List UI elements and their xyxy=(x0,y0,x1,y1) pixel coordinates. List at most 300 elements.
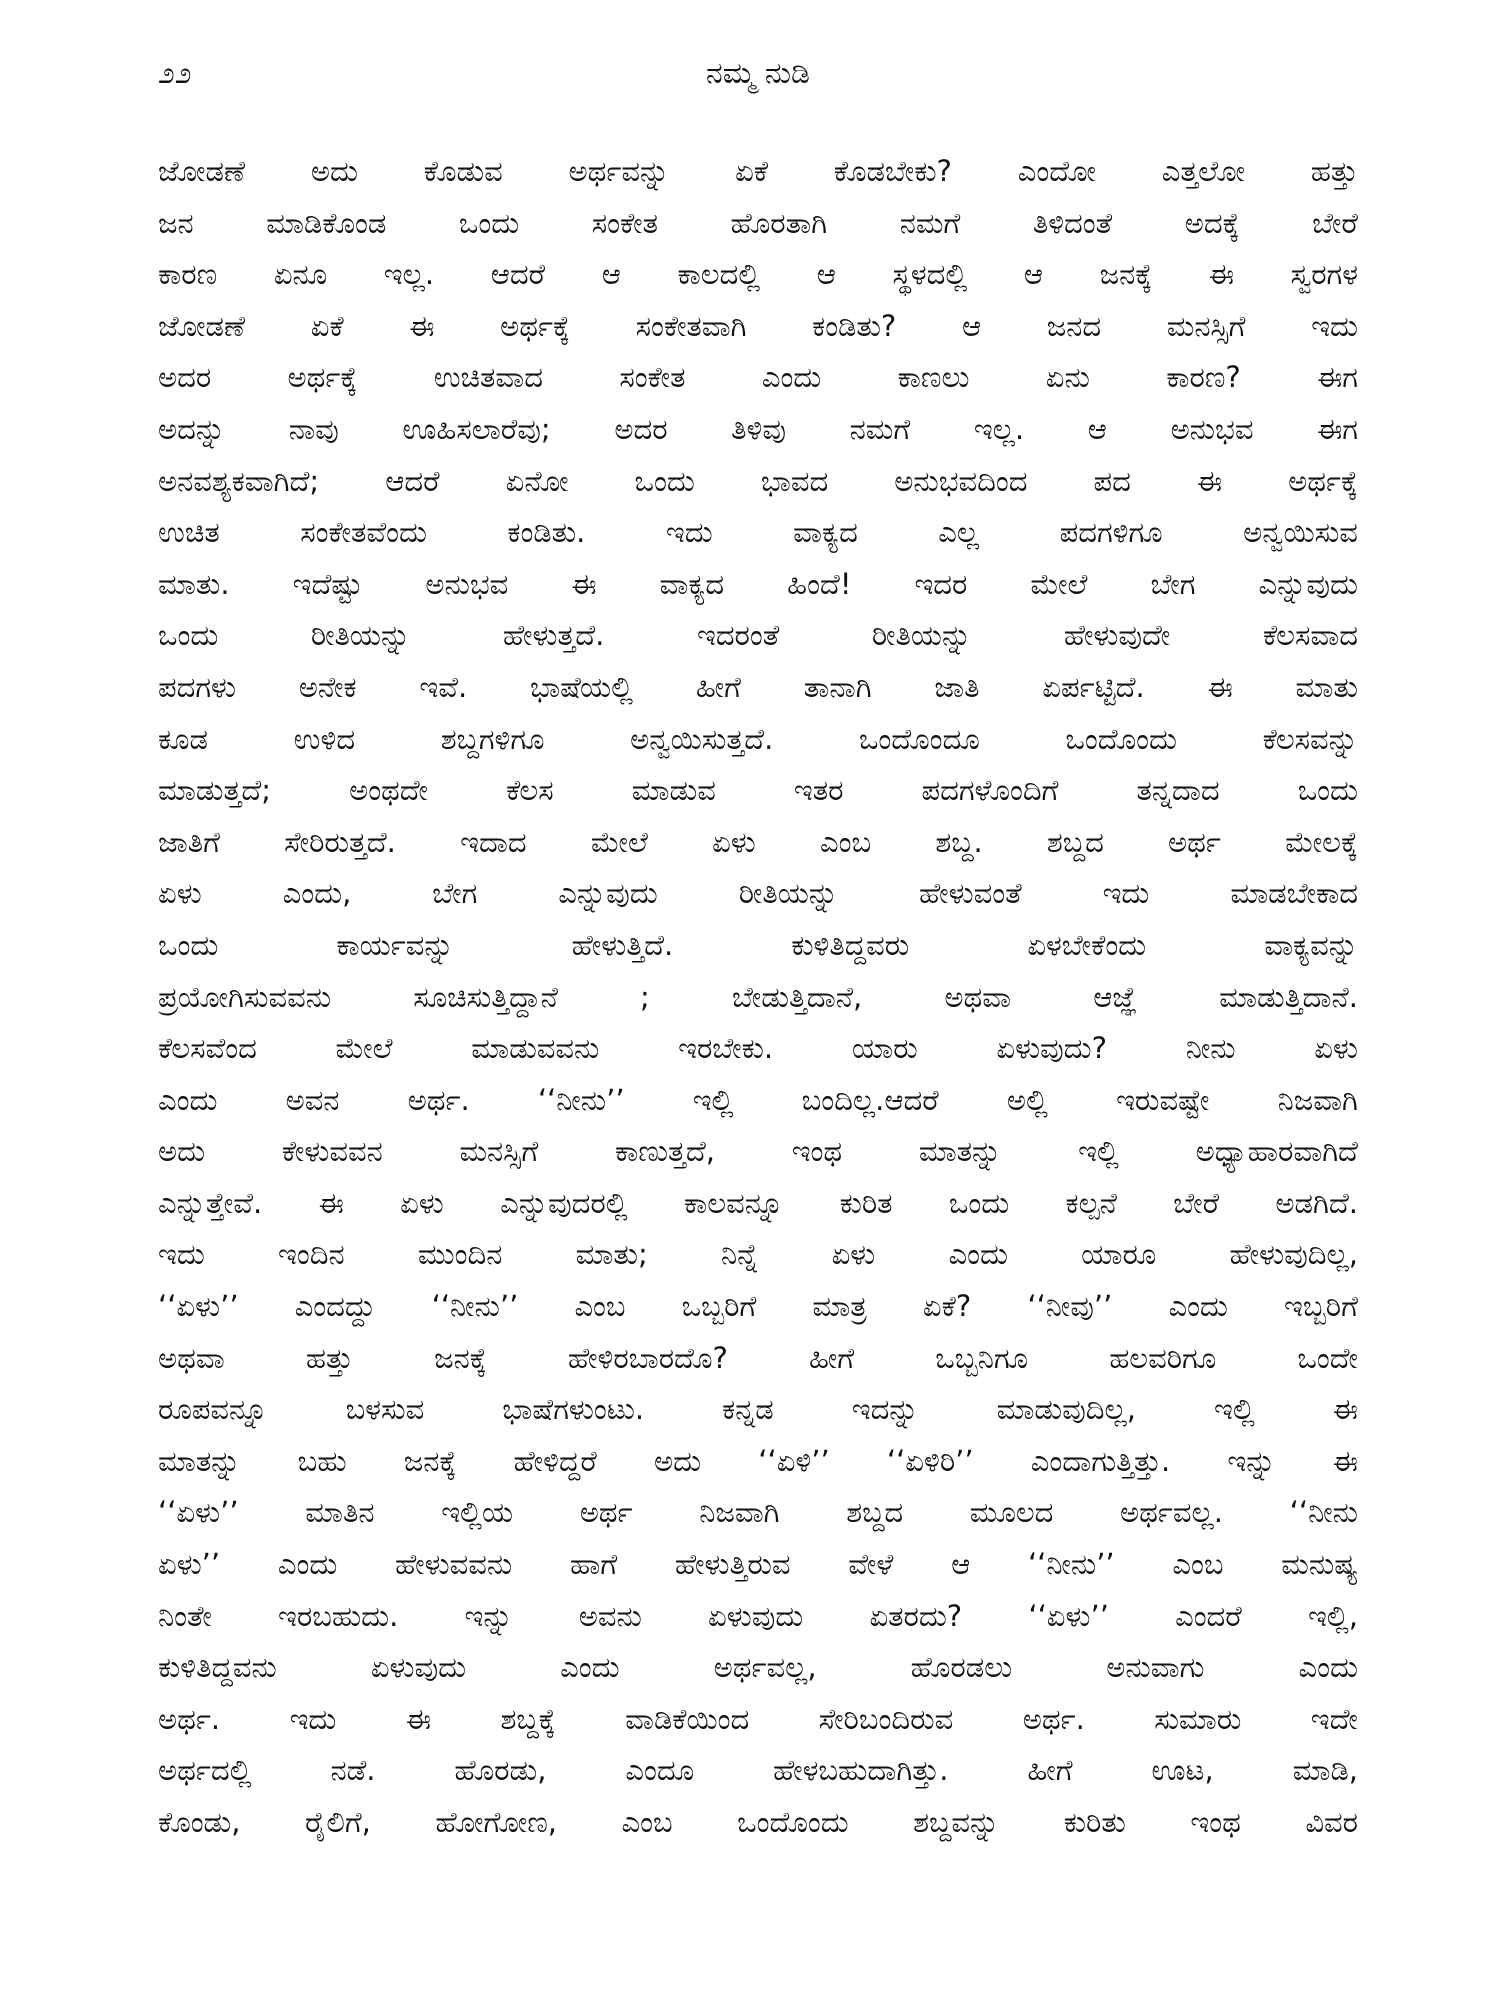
text-word: ಸಂಕೇತ xyxy=(591,205,658,240)
text-line xyxy=(158,1079,1358,1122)
text-word: ಹೇಳುತ್ತಿದೆ. xyxy=(571,927,674,962)
text-line xyxy=(158,614,1358,657)
text-word: ತಿಳಿದಂತೆ xyxy=(1032,205,1113,240)
text-word: ಅನ್ವಯಿಸುವ xyxy=(1243,515,1358,550)
text-word: ಜೋಡಣೆ xyxy=(158,154,246,188)
text-word: ಆಜ್ಞೆ xyxy=(1093,979,1138,1014)
text-word: ಅನ್ವಯಿಸುತ್ತದೆ. xyxy=(630,721,774,756)
text-word: ಕಾಲವನ್ನೂ xyxy=(684,1185,784,1220)
text-line xyxy=(158,976,1358,1019)
text-word: ಇನ್ನು xyxy=(464,1598,513,1633)
text-word: ಇದೇ xyxy=(1310,1701,1358,1736)
text-word: ಕುಳಿತಿದ್ದವರು xyxy=(791,927,910,962)
text-word: ಏನು xyxy=(1045,360,1090,395)
text-word: ಅಥವಾ xyxy=(158,1340,225,1375)
text-word: ಅಧ್ಯಾಹಾರವಾಗಿದೆ xyxy=(1195,1134,1358,1169)
text-word: ಅರ್ಥ xyxy=(1168,824,1221,859)
text-word: ಹಲವರಿಗೂ xyxy=(1109,1340,1217,1375)
text-word: ಬೇರೆ xyxy=(1312,205,1358,240)
text-word: ಮಾಡುವ xyxy=(631,773,716,808)
text-word: ಎಂಬ xyxy=(621,1805,673,1839)
text-word: ಹೇಳುತ್ತದೆ. xyxy=(502,618,605,653)
text-word: ಏಕೆ xyxy=(735,154,768,188)
text-line xyxy=(158,1749,1358,1792)
text-word: ಮಾಡುವುದಿಲ್ಲ, xyxy=(996,1392,1136,1427)
text-word: ಅರ್ಥಕ್ಕೆ xyxy=(1288,463,1358,498)
running-title: ನಮ್ಮ ನುಡಿ xyxy=(706,56,810,91)
text-word: ಇಂಥ xyxy=(791,1134,843,1169)
text-word: ಅನುಭವ xyxy=(425,566,509,601)
text-word: ಕೆಲಸವನ್ನು xyxy=(1262,721,1358,756)
text-word: ಅರ್ಥದಲ್ಲಿ xyxy=(158,1753,252,1788)
text-word: ಊಟ, xyxy=(1151,1753,1214,1788)
text-word: ಶಬ್ದವನ್ನು xyxy=(913,1805,1000,1839)
text-word: ಸಂಕೇತವಾಗಿ xyxy=(635,308,747,343)
text-word: ಇಬ್ಬರಿಗೆ xyxy=(1284,1289,1358,1324)
text-word: ಅನುಭವದಿಂದ xyxy=(894,463,1028,498)
text-word: ಸೇರಿಬಂದಿರುವ xyxy=(818,1701,954,1736)
text-word: ಆ xyxy=(961,308,982,343)
text-word: ಆ xyxy=(1023,257,1044,292)
text-word: ಸುಮಾರು xyxy=(1154,1701,1242,1736)
text-word: ಮಾಡಿ, xyxy=(1292,1753,1358,1788)
text-word: ವಾಡಿಕೆಯಿಂದ xyxy=(625,1701,750,1736)
text-word: ಒಂದೇ xyxy=(1297,1340,1358,1375)
text-word: ಹೇಳುವಂತೆ xyxy=(919,876,1022,911)
text-word: ಎಂದು xyxy=(560,1650,620,1685)
text-word: ‘‘ಏಳಿರಿ’’ xyxy=(886,1443,974,1478)
text-word: ಒಂದು xyxy=(948,1185,1010,1220)
text-word: ಅರ್ಥ. xyxy=(407,1082,470,1117)
text-line xyxy=(158,1440,1358,1483)
text-word: ಅದು xyxy=(310,154,358,188)
text-word: ಶಬ್ದ. xyxy=(935,824,983,859)
text-word: ನಮಗೆ xyxy=(849,411,911,446)
text-word: ಅದನ್ನು xyxy=(158,411,226,446)
text-word: ಇದರ xyxy=(914,566,968,601)
text-word: ಎನ್ನುವುದರಲ್ಲಿ xyxy=(500,1185,628,1220)
text-line xyxy=(158,1285,1358,1328)
text-word: ಮಾತು; xyxy=(575,1237,648,1272)
text-word: ನಿಜವಾಗಿ xyxy=(1277,1082,1358,1117)
text-word: ಮಾಡಬೇಕಾದ xyxy=(1230,876,1358,911)
text-line xyxy=(158,1388,1358,1431)
text-word: ಅದರ xyxy=(614,411,668,446)
text-line xyxy=(158,769,1358,812)
text-word: ‘‘ನೀನು xyxy=(1289,1495,1358,1530)
text-word: ಅನುಭವ xyxy=(1170,411,1254,446)
text-word: ಒಂದು xyxy=(158,927,219,962)
text-word: ಅರ್ಥವಲ್ಲ, xyxy=(713,1650,817,1685)
text-word: ಜನದ xyxy=(1046,308,1102,343)
text-line xyxy=(158,666,1358,709)
text-word: ಮಾತು. xyxy=(158,566,230,601)
text-word: ಹೊರತಾಗಿ xyxy=(730,205,828,240)
text-word: ಜನಕ್ಕೆ xyxy=(1099,257,1153,292)
text-word: ಇಂಥ xyxy=(1190,1805,1241,1839)
text-word: ನೀನು xyxy=(1185,1031,1236,1066)
text-line xyxy=(158,1182,1358,1225)
text-word: ಉಚಿತ xyxy=(158,515,220,550)
text-word: ಹಾಗೆ xyxy=(569,1547,618,1582)
text-word: ಮಾಡಿಕೊಂಡ xyxy=(266,205,387,240)
text-word: ಇರುವಷ್ಟೇ xyxy=(1116,1082,1210,1117)
text-word: ಒಬ್ಬರಿಗೆ xyxy=(681,1289,757,1324)
text-word: ಹೀಗೆ xyxy=(1027,1753,1073,1788)
text-word: ಕೊಡಬೇಕು? xyxy=(833,154,952,188)
text-line xyxy=(158,460,1358,503)
text-word: ಹೇಳಿದ್ದರೆ xyxy=(513,1443,597,1478)
text-word: ನಮಗೆ xyxy=(899,205,961,240)
text-line xyxy=(158,1595,1358,1638)
text-word: ಒಂದು xyxy=(158,618,219,653)
text-word: ಅವನ xyxy=(285,1082,340,1117)
page-number: ೨೨ xyxy=(158,56,192,91)
text-line xyxy=(158,1233,1358,1276)
text-word: ಮಾತನ್ನು xyxy=(158,1443,241,1478)
text-word: ಒಂದು xyxy=(634,463,695,498)
text-word: ಕೂಡ xyxy=(158,721,209,756)
text-word: ‘‘ಏಳಿ’’ xyxy=(758,1443,830,1478)
text-word: ಬಂದಿಲ್ಲ.ಆದರೆ xyxy=(801,1082,939,1117)
text-word: ತಿಳಿವು xyxy=(731,411,786,446)
text-word: ಕಂಡಿತು? xyxy=(812,308,897,343)
text-word: ಇಲ್ಲ. xyxy=(383,257,435,292)
text-word: ಕೊಡುವ xyxy=(423,154,503,188)
text-word: ಏನೋ xyxy=(505,463,569,498)
text-word: ಅಥವಾ xyxy=(944,979,1012,1014)
text-word: ಈ xyxy=(1332,1392,1358,1427)
text-word: ಆ xyxy=(1087,411,1107,446)
text-word: ಕಾಣುತ್ತದೆ, xyxy=(614,1134,715,1169)
text-word: ಅಡಗಿದೆ. xyxy=(1275,1185,1358,1220)
text-word: ಅದಕ್ಕೆ xyxy=(1184,205,1240,240)
text-word: ಈ xyxy=(571,566,597,601)
text-word: ಅದರ xyxy=(158,360,212,395)
text-word: ಏಳು’’ xyxy=(158,1547,221,1582)
text-word: ಎಂದು xyxy=(277,1547,338,1582)
text-word: ಹೀಗೆ xyxy=(695,669,741,704)
text-word: ಮುಂದಿನ xyxy=(417,1237,503,1272)
text-word: ರೀತಿಯನ್ನು xyxy=(738,876,839,911)
text-word: ನಿನ್ನೆ xyxy=(721,1237,759,1272)
text-word: ಜನಕ್ಕೆ xyxy=(434,1340,487,1375)
text-word: ಮನುಷ್ಯ xyxy=(1281,1547,1358,1582)
text-word: ಇದು xyxy=(665,515,713,550)
text-word: ಹೊರಡಲು xyxy=(910,1650,1013,1685)
text-line xyxy=(158,150,1358,193)
text-word: ಶಬ್ದದ xyxy=(1046,824,1104,859)
text-word: ಹೇಳುವುದೇ xyxy=(1063,618,1171,653)
text-line xyxy=(158,872,1358,915)
text-line xyxy=(158,202,1358,245)
text-word: ಉಚಿತವಾದ xyxy=(433,360,543,395)
text-word: ಏಕೆ xyxy=(310,308,344,343)
text-word: ಏಳು xyxy=(831,1237,876,1272)
text-word: ಇಲ್ಲಿ, xyxy=(1307,1598,1358,1633)
text-word: ಭಾಷೆಯಲ್ಲಿ xyxy=(530,669,634,704)
text-line xyxy=(158,1491,1358,1534)
text-word: ಕೆಲಸವಾದ xyxy=(1262,618,1358,653)
text-word: ಯಾರೂ xyxy=(1081,1237,1157,1272)
text-word: ಹೇಳುತ್ತಿರುವ xyxy=(674,1547,791,1582)
text-word: ಕುರಿತು xyxy=(1063,1805,1126,1839)
text-word: ಇದು xyxy=(1102,876,1150,911)
text-word: ಹೇಳಿರಬಾರದೊ? xyxy=(567,1340,728,1375)
text-word: ಕನ್ನಡ xyxy=(722,1392,774,1427)
text-word: ಆದರೆ xyxy=(490,257,546,292)
text-word: ‘‘ಏಳು’’ xyxy=(1028,1598,1109,1633)
text-word: ಬೇಗ xyxy=(1150,566,1196,601)
text-word: ರೀತಿಯನ್ನು xyxy=(310,618,411,653)
text-word: ಅಲ್ಲಿ xyxy=(1006,1082,1048,1117)
text-word: ‘‘ಏಳು’’ xyxy=(158,1289,239,1324)
text-word: ಎಂದು xyxy=(1168,1289,1228,1324)
text-word: ಹೇಳುವವನು xyxy=(395,1547,513,1582)
text-word: ಬೇಡುತ್ತಿದಾನೆ, xyxy=(731,979,863,1014)
text-line xyxy=(158,563,1358,606)
text-word: ಎತ್ತಲೋ xyxy=(1161,154,1245,188)
text-word: ತನ್ನದಾದ xyxy=(1136,773,1220,808)
text-word: ಜಾತಿ xyxy=(934,669,980,704)
text-word: ಏಳು xyxy=(712,824,756,859)
text-line xyxy=(158,1027,1358,1070)
text-word: ಸ್ಥಳದಲ್ಲಿ xyxy=(892,257,968,292)
text-word: ಒಂದು xyxy=(1297,773,1358,808)
text-word: ಪದ xyxy=(1093,463,1131,498)
text-word: ನಿಜವಾಗಿ xyxy=(699,1495,780,1530)
text-word: ಕಲ್ಪನೆ xyxy=(1065,1185,1117,1220)
text-word: ಈ xyxy=(1207,669,1233,704)
text-line xyxy=(158,718,1358,761)
text-line xyxy=(158,924,1358,967)
text-word: ಏಳು xyxy=(400,1185,444,1220)
text-word: ವಾಕ್ಯವನ್ನು xyxy=(1264,927,1358,962)
text-word: ಅನೇಕ xyxy=(298,669,357,704)
text-word: ಅರ್ಥವಲ್ಲ. xyxy=(1120,1495,1223,1530)
text-word: ಮಾತ್ರ xyxy=(812,1289,867,1324)
text-word: ಇಂದಿನ xyxy=(278,1237,345,1272)
text-word: ಆದರೆ xyxy=(385,463,440,498)
text-word: ರೀತಿಯನ್ನು xyxy=(871,618,972,653)
text-word: ತಾನಾಗಿ xyxy=(803,669,872,704)
text-word: ಶಬ್ದಕ್ಕೆ xyxy=(500,1701,556,1736)
text-word: ರೈಲಿಗೆ, xyxy=(304,1805,371,1839)
text-word: ಇದೆಷ್ಟು xyxy=(292,566,363,601)
text-word: ಕಂಡಿತು. xyxy=(507,515,586,550)
text-line xyxy=(158,408,1358,451)
text-word: ಪದಗಳು xyxy=(158,669,236,704)
text-word: ಸಂಕೇತ xyxy=(619,360,686,395)
text-word: ಆ xyxy=(601,257,621,292)
text-word: ಕಾಲದಲ್ಲಿ xyxy=(677,257,761,292)
text-word: ಮಾಡುತ್ತಿದಾನೆ. xyxy=(1219,979,1358,1014)
text-word: ಅರ್ಥ. xyxy=(158,1701,221,1736)
page-header xyxy=(158,54,1358,94)
text-word: ಮಾತು xyxy=(1295,669,1358,704)
text-word: ಎಂಬ xyxy=(1172,1547,1224,1582)
text-word: ಕೆಲಸ xyxy=(506,773,554,808)
text-word: ಅರ್ಥ. xyxy=(1022,1701,1085,1736)
text-word: ಮೇಲೆ xyxy=(1030,566,1088,601)
text-word: ಆ xyxy=(951,1547,971,1582)
text-word: ಪದಗಳೊಂದಿಗೆ xyxy=(921,773,1059,808)
text-word: ಎಂಬ xyxy=(574,1289,626,1324)
text-line xyxy=(158,1646,1358,1689)
text-word: ನಾವು xyxy=(288,411,339,446)
text-word: ಏಳು xyxy=(158,876,202,911)
text-word: ಶಬ್ದದ xyxy=(846,1495,904,1530)
text-word: ಎನ್ನುತ್ತೇವೆ. xyxy=(158,1185,263,1220)
text-word: ಜನ xyxy=(158,205,194,240)
text-word: ಏತರದು? xyxy=(869,1598,963,1633)
text-word: ಈಗ xyxy=(1317,411,1358,446)
text-word: ಎಂದರೆ xyxy=(1175,1598,1242,1633)
text-word: ಹಿಂದೆ! xyxy=(787,566,852,601)
text-word: ಎಂದೂ xyxy=(625,1753,695,1788)
text-word: ಆ xyxy=(816,257,836,292)
text-line xyxy=(158,511,1358,554)
text-word: ಅನುವಾಗು xyxy=(1106,1650,1205,1685)
text-word: ಎಂದಾಗುತ್ತಿತ್ತು. xyxy=(1030,1443,1171,1478)
text-word: ಭಾವದ xyxy=(760,463,829,498)
text-word: ಹೊರಡು, xyxy=(454,1753,547,1788)
text-line xyxy=(158,1698,1358,1741)
text-word: ಹೇಳುವುದಿಲ್ಲ, xyxy=(1229,1237,1358,1272)
text-word: ಅರ್ಥಕ್ಕೆ xyxy=(500,308,570,343)
text-word: ಇದು xyxy=(1311,308,1358,343)
text-word: ಒಂದೊಂದು xyxy=(737,1805,849,1839)
text-word: ಎನ್ನುವುದು xyxy=(1258,566,1358,601)
text-word: ಈ xyxy=(1196,463,1223,498)
text-word: ಇದಾದ xyxy=(460,824,527,859)
text-word: ಅನವಶ್ಯಕವಾಗಿದೆ; xyxy=(158,463,320,498)
text-line xyxy=(158,821,1358,864)
text-word: ಹೀಗೆ xyxy=(809,1340,855,1375)
text-word: ಕುಳಿತಿದ್ದವನು xyxy=(158,1650,277,1685)
text-word: ರೂಪವನ್ನೂ xyxy=(158,1392,268,1427)
text-word: ಬೇರೆ xyxy=(1173,1185,1220,1220)
text-word: ಇದು xyxy=(158,1237,205,1272)
text-word: ಊಹಿಸಲಾರೆವು; xyxy=(402,411,551,446)
text-word: ಪದಗಳಿಗೂ xyxy=(1059,515,1163,550)
text-word: ಕಾಣಲು xyxy=(897,360,970,395)
text-word: ಹತ್ತು xyxy=(1310,154,1358,188)
text-word: ಈ xyxy=(318,1185,344,1220)
text-word: ಮಾಡುತ್ತದೆ; xyxy=(158,773,272,808)
text-word: ಅರ್ಥಕ್ಕೆ xyxy=(287,360,358,395)
text-word: ಈ xyxy=(405,1701,432,1736)
text-word: ಎಂಬ xyxy=(820,824,872,859)
text-word: ಸಂಕೇತವೆಂದು xyxy=(300,515,427,550)
text-word: ಏಳು xyxy=(1314,1031,1358,1066)
text-word: ಅಂಥದೇ xyxy=(349,773,429,808)
text-word: ‘‘ನೀನು’’ xyxy=(431,1289,519,1324)
text-word: ನಿಂತೇ xyxy=(158,1598,212,1633)
text-word: ಬಹು xyxy=(297,1443,347,1478)
text-word: ಇಲ್ಲಿ xyxy=(1078,1134,1119,1169)
text-word: ಈ xyxy=(1208,257,1235,292)
text-word: ಮನಸ್ಸಿಗೆ xyxy=(459,1134,539,1169)
text-word: ಹತ್ತು xyxy=(305,1340,354,1375)
text-word: ಮೂಲದ xyxy=(969,1495,1054,1530)
text-line xyxy=(158,1337,1358,1380)
text-word: ಅದು xyxy=(158,1134,206,1169)
text-word: ಇರಬಹುದು. xyxy=(278,1598,399,1633)
text-word: ಅರ್ಥ xyxy=(579,1495,633,1530)
text-word: ಬಳಸುವ xyxy=(345,1392,425,1427)
text-word: ಅರ್ಥವನ್ನು xyxy=(568,154,670,188)
text-line xyxy=(158,305,1358,348)
text-word: ನಡೆ. xyxy=(330,1753,376,1788)
text-word: ಈ xyxy=(1332,1443,1358,1478)
text-word: ಸೇರಿರುತ್ತದೆ. xyxy=(284,824,396,859)
text-word: ಈ xyxy=(409,308,435,343)
text-word: ವೇಳೆ xyxy=(848,1547,894,1582)
text-word: ಮನಸ್ಸಿಗೆ xyxy=(1166,308,1246,343)
text-word: ಹೇಳಬಹುದಾಗಿತ್ತು. xyxy=(773,1753,949,1788)
text-word: ‘‘ನೀವು’’ xyxy=(1027,1289,1113,1324)
text-word: ಮೇಲಕ್ಕೆ xyxy=(1285,824,1358,859)
text-word: ಕೇಳುವವನ xyxy=(281,1134,383,1169)
text-word: ಏಳಬೇಕೆಂದು xyxy=(1027,927,1147,962)
text-line xyxy=(158,253,1358,296)
text-word: ವಿವರ xyxy=(1305,1805,1358,1839)
text-word: ‘‘ಏಳು’’ xyxy=(158,1495,239,1530)
text-line xyxy=(158,1801,1358,1844)
text-word: ಶಬ್ದಗಳಿಗೂ xyxy=(440,721,545,756)
text-word: ಎಲ್ಲ xyxy=(938,515,980,550)
text-word: ಯಾರು xyxy=(851,1031,918,1066)
text-word: ಎಂದದ್ದು xyxy=(294,1289,376,1324)
text-word: ಎಂದು, xyxy=(282,876,352,911)
text-word: ಕುರಿತ xyxy=(839,1185,893,1220)
text-line xyxy=(158,356,1358,399)
text-word: ಕೆಲಸವೆಂದ xyxy=(158,1031,257,1066)
text-word: ; xyxy=(640,979,650,1014)
text-word: ಏನೂ xyxy=(273,257,328,292)
text-line xyxy=(158,1543,1358,1586)
text-word: ವಾಕ್ಯದ xyxy=(793,515,858,550)
text-word: ಎಂದು xyxy=(1298,1650,1358,1685)
text-word: ಮಾತಿನ xyxy=(305,1495,375,1530)
text-word: ಉಳಿದ xyxy=(293,721,356,756)
text-word: ಕಾರಣ? xyxy=(1166,360,1241,395)
text-word: ‘‘ನೀನು’’ xyxy=(1027,1547,1115,1582)
text-word: ವಾಕ್ಯದ xyxy=(659,566,725,601)
text-word: ಇನ್ನು xyxy=(1227,1443,1276,1478)
text-word: ಏರ್ಪಟ್ಟಿದೆ. xyxy=(1042,669,1145,704)
text-word: ಇಲ್ಲಿ xyxy=(692,1082,734,1117)
text-word: ಹೋಗೋಣ, xyxy=(435,1805,557,1839)
text-word: ಎಂದು xyxy=(158,1082,218,1117)
text-word: ಮಾತನ್ನು xyxy=(918,1134,1002,1169)
body-text xyxy=(158,150,1358,1853)
text-word: ಇಲ್ಲಿಯ xyxy=(441,1495,514,1530)
text-word: ಸ್ವರಗಳ xyxy=(1290,257,1358,292)
text-word: ಅದು xyxy=(654,1443,702,1478)
text-word: ಕೊಂಡು, xyxy=(158,1805,241,1839)
text-word: ಅವನು xyxy=(578,1598,642,1633)
text-word: ಇತರ xyxy=(793,773,844,808)
text-word: ಇದನ್ನು xyxy=(851,1392,919,1427)
text-word: ಬೇಗ xyxy=(432,876,478,911)
text-word: ಪ್ರಯೋಗಿಸುವವನು xyxy=(158,979,332,1014)
text-word: ಒಂದೊಂದೂ xyxy=(858,721,980,756)
text-word: ಕಾರಣ xyxy=(158,257,218,292)
text-word: ‘‘ನೀನು’’ xyxy=(537,1082,625,1117)
text-word: ಏಳುವುದು xyxy=(370,1650,467,1685)
